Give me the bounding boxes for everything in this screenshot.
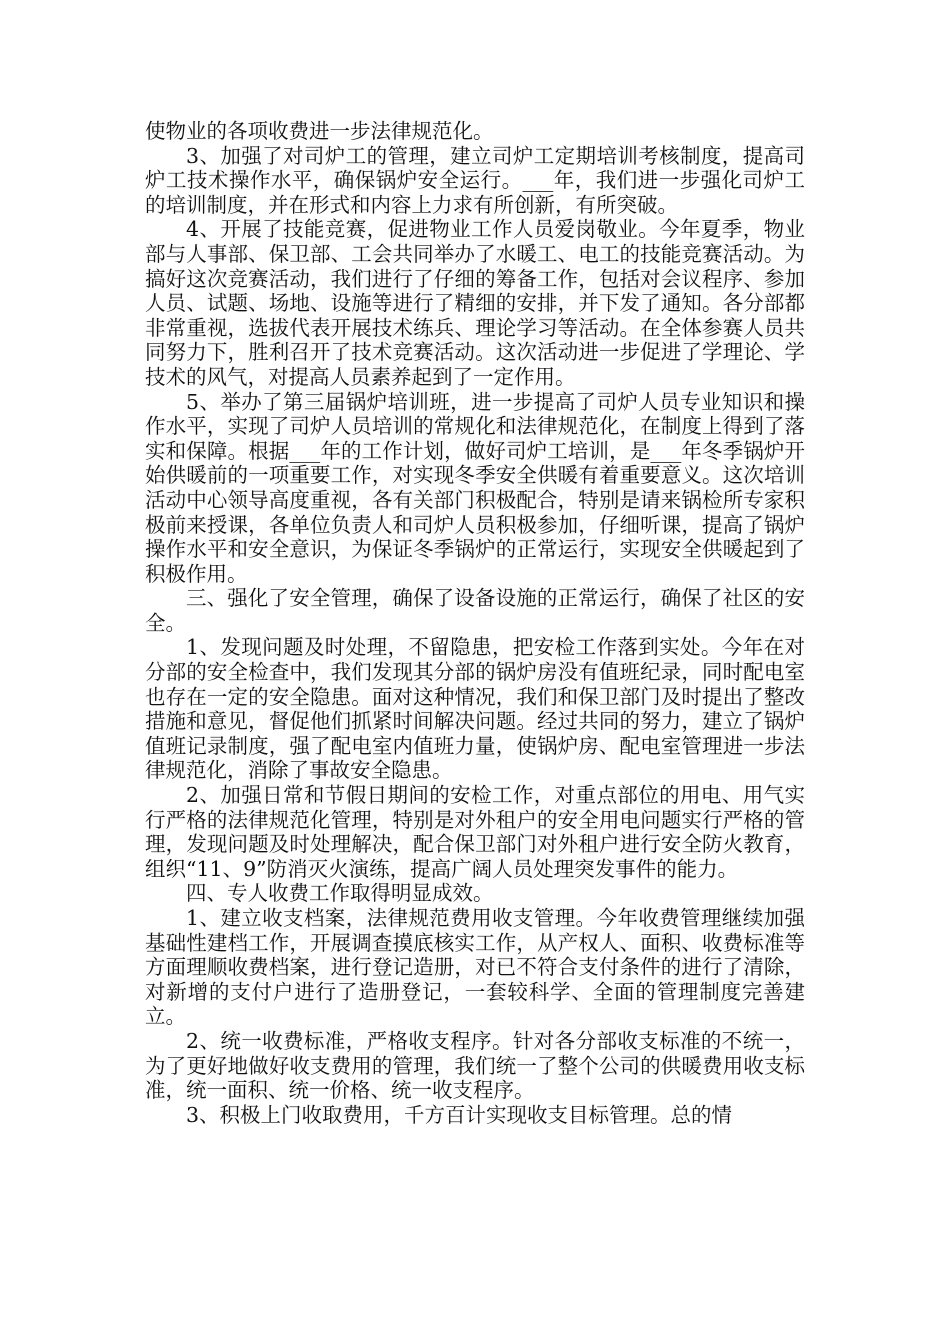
section-heading: 四、专人收费工作取得明显成效。 bbox=[186, 881, 494, 906]
section-heading: 三、强化了安全管理，确保了设备设施的正常运行，确保了社区的安全。 bbox=[145, 586, 805, 635]
paragraph: 3、加强了对司炉工的管理，建立司炉工定期培训考核制度，提高司炉工技术操作水平，确保锅炉安全运行。___年，我们进一步强化司炉工的培训制度，并在形式和内容上力求有所创新，有所突破。 bbox=[145, 143, 805, 217]
paragraph: 2、统一收费标准，严格收支程序。针对各分部收支标准的不统一，为了更好地做好收支费用的管理，我们统一了整个公司的供暖费用收支标准，统一面积、统一价格、统一收支程序。 bbox=[145, 1028, 805, 1103]
paragraph: 1、发现问题及时处理，不留隐患，把安检工作落到实处。今年在对分部的安全检查中，我们发现其分部的锅炉房没有值班纪录，同时配电室也存在一定的安全隐患。面对这种情况，我们和保卫部门及时提出了整改措施和意见，督促他们抓紧时间解决问题。经过共同的努力，建立了锅炉值班记录制度，强了配电室内值班力量，使锅炉房、配电室管理进一步法律规范化，消除了事故安全隐患。 bbox=[145, 635, 805, 783]
paragraph: 4、开展了技能竞赛，促进物业工作人员爱岗敬业。今年夏季，物业部与人事部、保卫部、工会共同举办了水暖工、电工的技能竞赛活动。为搞好这次竞赛活动，我们进行了仔细的筹备工作，包括对会议程序、参加人员、试题、场地、设施等进行了精细的安排，并下发了通知。各分部都非常重视，选拔代表开展技术练兵、理论学习等活动。在全体参赛人员共同努力下，胜利召开了技术竞赛活动。这次活动进一步促进了学理论、学技术的风气，对提高人员素养起到了一定作用。 bbox=[145, 217, 805, 389]
paragraph: 2、加强日常和节假日期间的安检工作，对重点部位的用电、用气实行严格的法律规范化管理，特别是对外租户的安全用电问题实行严格的管理，发现问题及时处理解决，配合保卫部门对外租户进行安全防火教育，组织“11、9”防消灭火演练，提高广阔人员处理突发事件的能力。 bbox=[145, 783, 805, 881]
paragraph: 5、举办了第三届锅炉培训班，进一步提高了司炉人员专业知识和操作水平，实现了司炉人员培训的常规化和法律规范化，在制度上得到了落实和保障。根据___年的工作计划，做好司炉工培训，是___年冬季锅炉开始供暖前的一项重要工作，对实现冬季安全供暖有着重要意义。这次培训活动中心领导高度重视，各有关部门积极配合，特别是请来锅检所专家积极前来授课，各单位负责人和司炉人员积极参加，仔细听课，提高了锅炉操作水平和安全意识，为保证冬季锅炉的正常运行，实现安全供暖起到了积极作用。 bbox=[145, 389, 805, 586]
document-body bbox=[145, 119, 805, 1127]
paragraph: 1、建立收支档案，法律规范费用收支管理。今年收费管理继续加强基础性建档工作，开展调查摸底核实工作，从产权人、面积、收费标准等方面理顺收费档案，进行登记造册，对已不符合支付条件的进行了清除，对新增的支付户进行了造册登记，一套较科学、全面的管理制度完善建立。 bbox=[145, 906, 805, 1029]
paragraph: 3、积极上门收取费用，千方百计实现收支目标管理。总的情 bbox=[186, 1102, 733, 1127]
paragraph: 使物业的各项收费进一步法律规范化。 bbox=[145, 119, 494, 143]
